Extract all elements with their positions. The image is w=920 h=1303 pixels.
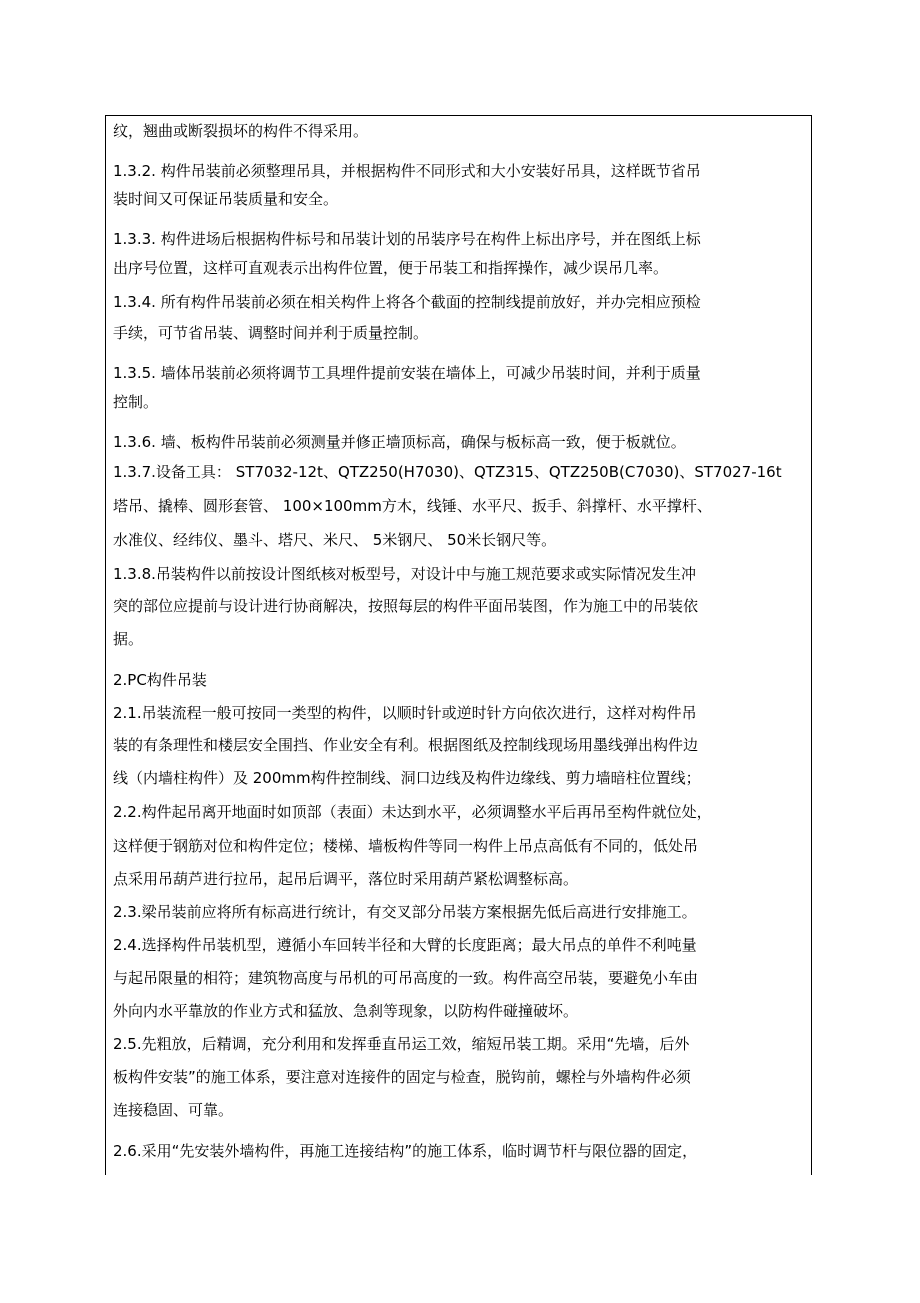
text-line: 1.3.3. 构件进场后根据构件标号和吊装计划的吊装序号在构件上标出序号，并在图纸上标 — [113, 230, 701, 248]
text-line: 纹，翘曲或断裂损坏的构件不得采用。 — [113, 122, 369, 140]
text-line: 这样便于钢筋对位和构件定位；楼梯、墙板构件等同一构件上吊点高低有不同的，低处吊 — [113, 837, 699, 855]
text-line: 连接稳固、可靠。 — [113, 1101, 234, 1119]
text-line: 2.3.梁吊装前应将所有标高进行统计，有交叉部分吊装方案根据先低后高进行安排施工。 — [113, 903, 697, 921]
text-line: 1.3.6. 墙、板构件吊装前必须测量并修正墙顶标高，确保与板标高一致，便于板就位。 — [113, 433, 686, 451]
text-line: 2.2.构件起吊离开地面时如顶部（表面）未达到水平，必须调整水平后再吊至构件就位处， — [113, 803, 712, 821]
text-line: 线（内墙柱构件）及 200mm构件控制线、洞口边线及构件边缘线、剪力墙暗柱位置线； — [113, 769, 701, 787]
text-line: 1.3.4. 所有构件吊装前必须在相关构件上将各个截面的控制线提前放好，并办完相应预检 — [113, 293, 701, 311]
text-line: 装时间又可保证吊装质量和安全。 — [113, 190, 339, 208]
text-line: 点采用吊葫芦进行拉吊，起吊后调平，落位时采用葫芦紧松调整标高。 — [113, 870, 579, 888]
text-line: 控制。 — [113, 393, 159, 411]
text-line: 2.1.吊装流程一般可按同一类型的构件，以顺时针或逆时针方向依次进行，这样对构件吊 — [113, 704, 697, 722]
text-line: 2.5.先粗放，后精调，充分利用和发挥垂直吊运工效，缩短吊装工期。采用“先墙，后外 — [113, 1035, 690, 1053]
text-line: 外向内水平靠放的作业方式和猛放、急刹等现象，以防构件碰撞破坏。 — [113, 1002, 579, 1020]
text-line: 1.3.7.设备工具： ST7032-12t、QTZ250(H7030)、QTZ315、QTZ250B(C7030)、ST7027-16t — [113, 463, 782, 481]
text-line: 与起吊限量的相符；建筑物高度与吊机的可吊高度的一致。构件高空吊装，要避免小车由 — [113, 969, 699, 987]
text-line: 2.4.选择构件吊装机型，遵循小车回转半径和大臂的长度距离；最大吊点的单件不利吨量 — [113, 936, 697, 954]
text-line: 手续，可节省吊装、调整时间并利于质量控制。 — [113, 324, 429, 342]
text-line: 1.3.8.吊装构件以前按设计图纸核对板型号，对设计中与施工规范要求或实际情况发生冲 — [113, 565, 696, 583]
text-line: 板构件安装”的施工体系，要注意对连接件的固定与检查，脱钩前，螺栓与外墙构件必须 — [113, 1068, 691, 1086]
text-line: 据。 — [113, 630, 144, 648]
section-heading: 2.PC构件吊装 — [113, 671, 207, 689]
text-line: 装的有条理性和楼层安全围挡、作业安全有利。根据图纸及控制线现场用墨线弹出构件边 — [113, 736, 699, 754]
text-line: 水准仪、经纬仪、墨斗、塔尺、米尺、 5米钢尺、 50米长钢尺等。 — [113, 531, 557, 549]
text-line: 突的部位应提前与设计进行协商解决，按照每层的构件平面吊装图，作为施工中的吊装依 — [113, 597, 699, 615]
text-line: 1.3.2. 构件吊装前必须整理吊具，并根据构件不同形式和大小安装好吊具，这样既节省吊 — [113, 162, 701, 180]
text-line: 出序号位置，这样可直观表示出构件位置，便于吊装工和指挥操作，减少误吊几率。 — [113, 259, 669, 277]
document-frame — [105, 115, 812, 1175]
text-line: 2.6.采用“先安装外墙构件，再施工连接结构”的施工体系，临时调节杆与限位器的固定， — [113, 1142, 698, 1160]
text-line: 塔吊、撬棒、圆形套管、 100×100mm方木，线锤、水平尺、扳手、斜撑杆、水平撑杆、 — [113, 497, 712, 515]
text-line: 1.3.5. 墙体吊装前必须将调节工具埋件提前安装在墙体上，可减少吊装时间，并利于质量 — [113, 364, 701, 382]
